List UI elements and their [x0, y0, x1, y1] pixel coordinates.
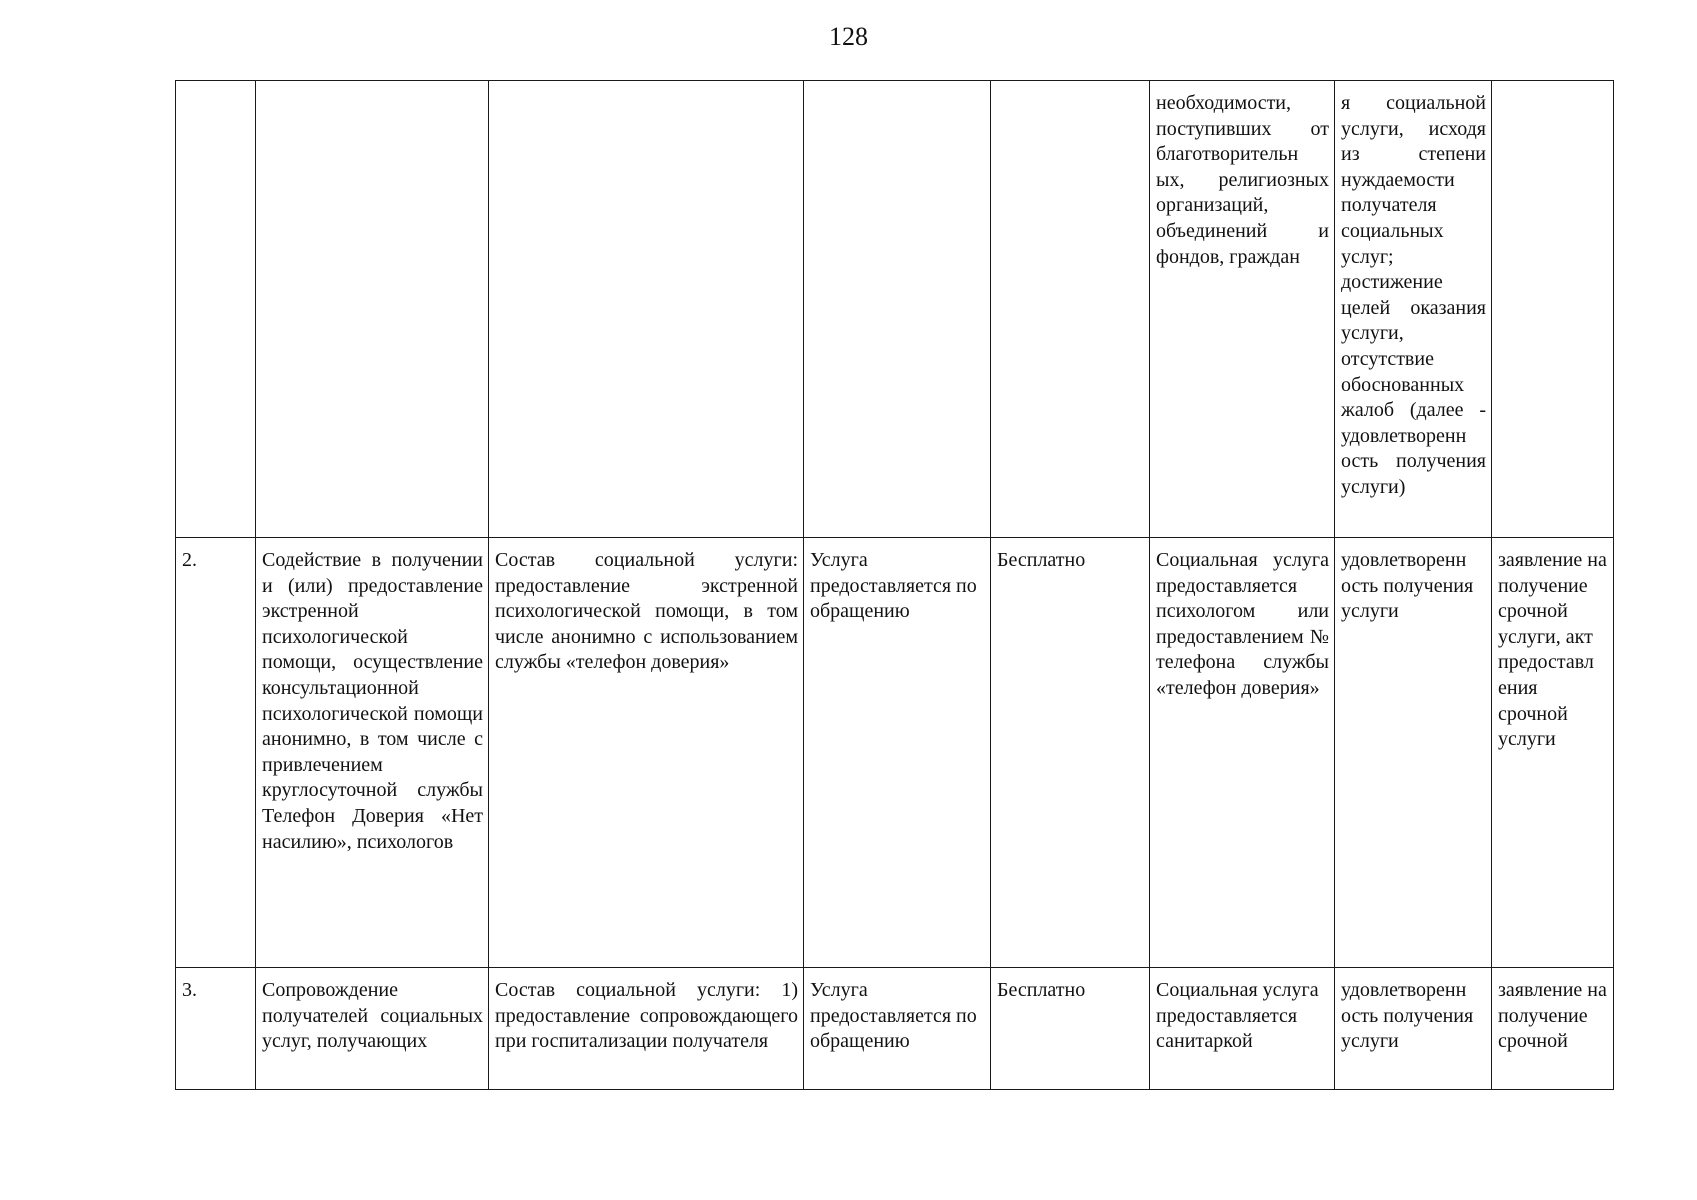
cell-service-terms: Услуга предоставляется по обращению	[804, 968, 991, 1090]
cell-documents: заявление на получение срочной	[1492, 968, 1614, 1090]
cell-quality-indicators: удовлетворенн ость получения услуги	[1335, 538, 1492, 968]
cell-num: 2.	[176, 538, 256, 968]
table-row	[176, 538, 1614, 968]
cell-service-content	[489, 81, 804, 538]
cell-service-name: Содействие в получении и (или) предоставление экстренной психологической помощи, осуществление консультационной психологической помощи анонимно, в том числе с привлечением круглосуточной службы Телефон Доверия «Нет насилию», психологов	[256, 538, 489, 968]
cell-service-conditions: необходимости, поступивших от благотворительн ых, религиозных организаций, объединений и фондов, граждан	[1150, 81, 1335, 538]
cell-documents: заявление на получение срочной услуги, акт предоставл ения срочной услуги	[1492, 538, 1614, 968]
cell-service-price: Бесплатно	[991, 968, 1150, 1090]
cell-num: 3.	[176, 968, 256, 1090]
cell-service-price	[991, 81, 1150, 538]
table-row	[176, 81, 1614, 538]
cell-service-price: Бесплатно	[991, 538, 1150, 968]
table-row	[176, 968, 1614, 1090]
cell-quality-indicators: я социальной услуги, исходя из степени нуждаемости получателя социальных услуг; достижение целей оказания услуги, отсутствие обоснованных жалоб (далее - удовлетворенн ость получения услуги)	[1335, 81, 1492, 538]
cell-service-content: Состав социальной услуги: 1) предоставление сопровождающего при госпитализации получателя	[489, 968, 804, 1090]
cell-documents	[1492, 81, 1614, 538]
cell-service-content: Состав социальной услуги: предоставление экстренной психологической помощи, в том числе анонимно с использованием службы «телефон доверия»	[489, 538, 804, 968]
cell-service-terms	[804, 81, 991, 538]
cell-service-terms: Услуга предоставляется по обращению	[804, 538, 991, 968]
cell-num	[176, 81, 256, 538]
services-table	[175, 80, 1614, 1090]
cell-service-conditions: Социальная услуга предоставляется санитаркой	[1150, 968, 1335, 1090]
cell-service-name	[256, 81, 489, 538]
page-number: 128	[829, 22, 868, 51]
cell-quality-indicators: удовлетворенн ость получения услуги	[1335, 968, 1492, 1090]
cell-service-conditions: Социальная услуга предоставляется психологом или предоставлением № телефона службы «телефон доверия»	[1150, 538, 1335, 968]
cell-service-name: Сопровождение получателей социальных услуг, получающих	[256, 968, 489, 1090]
